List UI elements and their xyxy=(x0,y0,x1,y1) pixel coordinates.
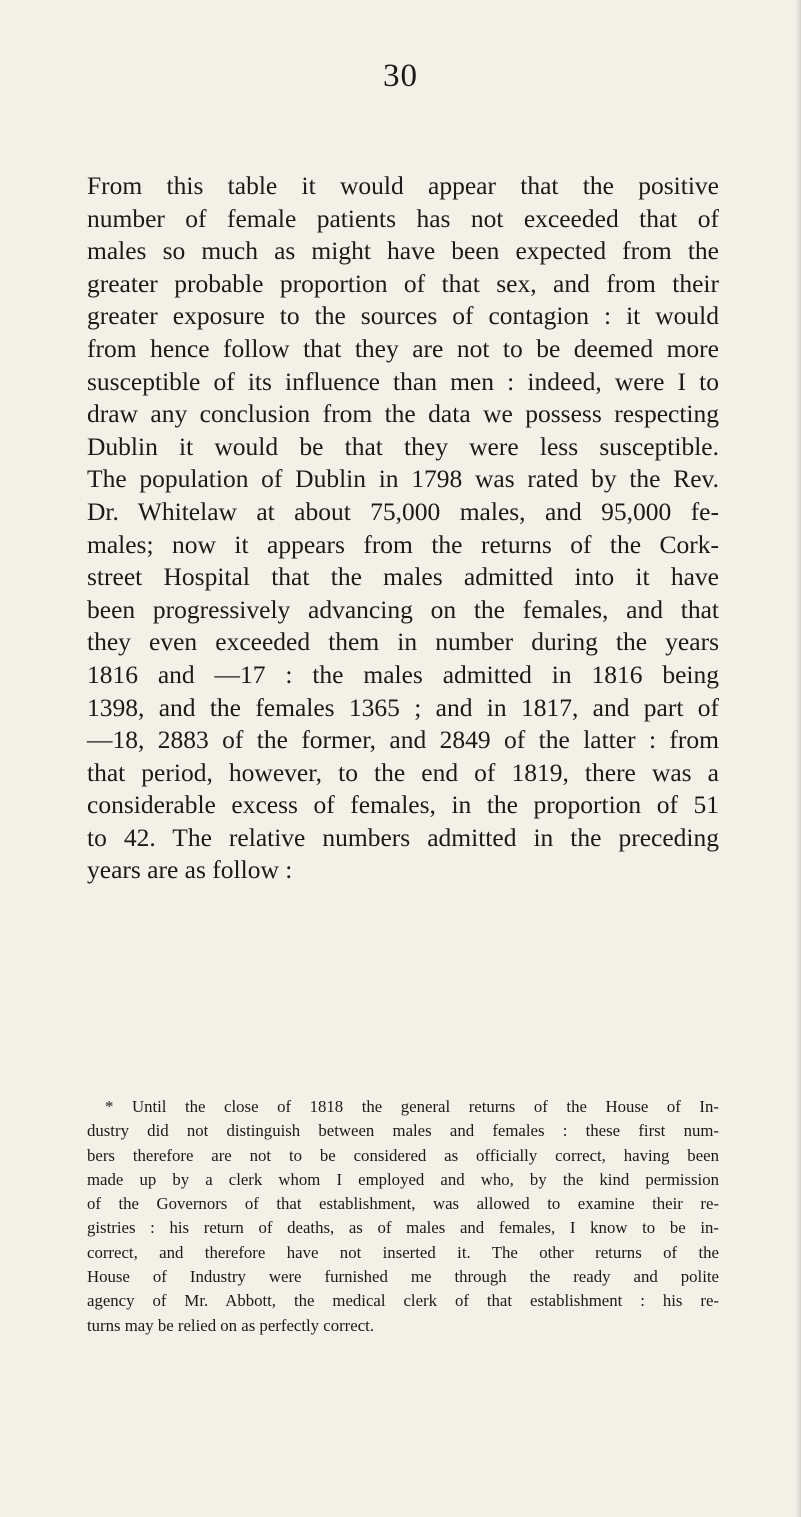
footnote-line: correct, and therefore have not inserted it. The other returns of the xyxy=(87,1242,719,1262)
body-line: years are as follow : xyxy=(87,855,293,885)
body-line: greater exposure to the sources of contagion : it would xyxy=(87,301,719,331)
body-line: to 42. The relative numbers admitted in the preceding xyxy=(87,822,719,852)
footnote-line: of the Governors of that establishment, was allowed to examine their re- xyxy=(87,1194,719,1214)
body-line: 1398, and the females 1365 ; and in 1817, and part of xyxy=(87,692,719,722)
body-line: draw any conclusion from the data we possess respecting xyxy=(87,399,719,429)
body-line: they even exceeded them in number during the years xyxy=(87,627,719,657)
page-edge-shadow xyxy=(795,0,801,1517)
body-line: males; now it appears from the returns of the Cork- xyxy=(87,529,719,559)
footnote-line: turns may be relied on as perfectly correct. xyxy=(87,1315,375,1335)
body-line: number of female patients has not exceeded that of xyxy=(87,203,719,233)
body-line: males so much as might have been expected from the xyxy=(87,236,719,266)
footnote-line: agency of Mr. Abbott, the medical clerk of that establishment : his re- xyxy=(87,1291,719,1311)
body-line: The population of Dublin in 1798 was rated by the Rev. xyxy=(87,464,719,494)
footnote-line: gistries : his return of deaths, as of males and females, I know to be in- xyxy=(87,1218,719,1238)
body-line: street Hospital that the males admitted into it have xyxy=(87,562,719,592)
body-line: greater probable proportion of that sex, and from their xyxy=(87,268,719,298)
body-line: susceptible of its influence than men : indeed, were I to xyxy=(87,366,719,396)
footnote xyxy=(87,1095,719,1338)
body-line: Dublin it would be that they were less susceptible. xyxy=(87,431,719,461)
body-line: From this table it would appear that the positive xyxy=(87,171,719,200)
page-number: 30 xyxy=(383,58,418,94)
footnote-line: * Until the close of 1818 the general returns of the House of In- xyxy=(105,1097,719,1116)
body-line: been progressively advancing on the females, and that xyxy=(87,594,719,624)
body-line: considerable excess of females, in the proportion of 51 xyxy=(87,790,719,820)
body-line: that period, however, to the end of 1819, there was a xyxy=(87,757,719,787)
footnote-line: House of Industry were furnished me through the ready and polite xyxy=(87,1267,719,1287)
body-line: Dr. Whitelaw at about 75,000 males, and 95,000 fe- xyxy=(87,496,719,526)
body-line: 1816 and —17 : the males admitted in 1816 being xyxy=(87,659,719,689)
footnote-line: bers therefore are not to be considered as officially correct, having been xyxy=(87,1145,719,1165)
footnote-line: dustry did not distinguish between males and females : these first num- xyxy=(87,1121,719,1141)
footnote-line: made up by a clerk whom I employed and who, by the kind permission xyxy=(87,1169,719,1189)
body-line: from hence follow that they are not to be deemed more xyxy=(87,333,719,363)
body-paragraph xyxy=(87,170,719,887)
body-line: —18, 2883 of the former, and 2849 of the latter : from xyxy=(87,725,719,755)
